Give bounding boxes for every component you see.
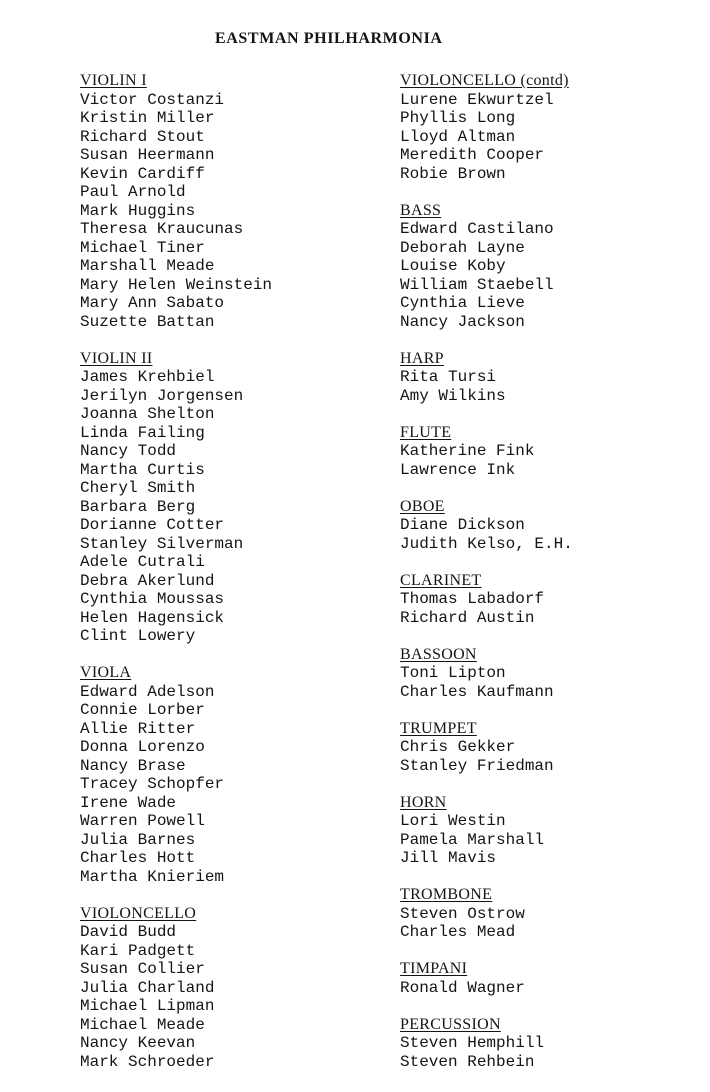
section-heading: HARP xyxy=(400,349,444,367)
member-name: Joanna Shelton xyxy=(80,405,215,423)
section-violin-i xyxy=(80,72,400,331)
member-name: Richard Stout xyxy=(80,127,205,146)
section-heading: OBOE xyxy=(400,497,445,515)
member-name: Richard Austin xyxy=(400,608,535,627)
section-heading: VIOLONCELLO (contd) xyxy=(400,72,569,89)
member-name: Michael Lipman xyxy=(80,997,215,1015)
member-name: Kari Padgett xyxy=(80,941,196,960)
member-name: Michael Meade xyxy=(80,1015,205,1034)
section-bassoon xyxy=(400,646,710,702)
member-name: Ronald Wagner xyxy=(400,978,525,997)
member-name: Paul Arnold xyxy=(80,183,186,201)
member-name: Lawrence Ink xyxy=(400,460,516,479)
member-name: Connie Lorber xyxy=(80,701,205,719)
member-name: Marshall Meade xyxy=(80,257,215,275)
member-name: Cynthia Moussas xyxy=(80,590,225,608)
section-trumpet xyxy=(400,720,710,776)
member-name: Susan Heermann xyxy=(80,146,215,164)
member-name: Chris Gekker xyxy=(400,738,516,756)
section-percussion xyxy=(400,1016,710,1072)
member-name: Nancy Todd xyxy=(80,442,177,460)
member-name: David Budd xyxy=(80,923,177,941)
member-name: James Krehbiel xyxy=(80,368,215,386)
member-name: Lloyd Altman xyxy=(400,127,516,146)
member-name: Pamela Marshall xyxy=(400,830,545,849)
member-name: Amy Wilkins xyxy=(400,386,506,405)
member-name: Steven Ostrow xyxy=(400,904,525,923)
member-name: Katherine Fink xyxy=(400,442,535,460)
member-name: Jill Mavis xyxy=(400,849,497,867)
member-name: Lurene Ekwurtzel xyxy=(400,90,554,109)
roster-column-left xyxy=(80,72,400,1090)
section-violoncello xyxy=(80,905,400,1072)
member-name: Irene Wade xyxy=(80,793,177,812)
member-name: Lori Westin xyxy=(400,812,506,830)
section-heading: TROMBONE xyxy=(400,886,493,903)
member-name: Deborah Layne xyxy=(400,238,525,257)
member-name: Martha Knieriem xyxy=(80,867,225,886)
member-name: Warren Powell xyxy=(80,812,205,830)
roster-column-right xyxy=(400,72,710,1090)
section-horn xyxy=(400,794,710,868)
section-violoncello-contd xyxy=(400,72,710,183)
member-name: Stanley Friedman xyxy=(400,756,554,775)
member-name: Charles Hott xyxy=(80,849,196,867)
section-heading: VIOLONCELLO xyxy=(80,904,197,922)
member-name: Toni Lipton xyxy=(400,664,506,682)
member-name: Judith Kelso, E.H. xyxy=(400,534,573,553)
member-name: Susan Collier xyxy=(80,960,205,978)
member-name: Victor Costanzi xyxy=(80,90,225,109)
section-flute xyxy=(400,424,710,480)
section-bass xyxy=(400,202,710,332)
member-name: Robie Brown xyxy=(400,164,506,183)
member-name: William Staebell xyxy=(400,275,554,294)
member-name: Donna Lorenzo xyxy=(80,738,205,756)
member-name: Rita Tursi xyxy=(400,368,497,386)
member-name: Mark Huggins xyxy=(80,201,196,220)
page-title: EASTMAN PHILHARMONIA xyxy=(215,30,443,47)
member-name: Helen Hagensick xyxy=(80,608,225,627)
member-name: Edward Adelson xyxy=(80,682,215,701)
member-name: Allie Ritter xyxy=(80,719,196,738)
member-name: Adele Cutrali xyxy=(80,553,205,571)
member-name: Cynthia Lieve xyxy=(400,294,525,312)
section-violin-ii xyxy=(80,350,400,646)
section-heading: TIMPANI xyxy=(400,960,468,977)
member-name: Meredith Cooper xyxy=(400,146,545,164)
member-name: Linda Failing xyxy=(80,423,205,442)
section-heading: HORN xyxy=(400,793,447,811)
section-harp xyxy=(400,350,710,406)
member-name: Julia Charland xyxy=(80,978,215,997)
member-name: Tracey Schopfer xyxy=(80,775,225,793)
member-name: Clint Lowery xyxy=(80,627,196,645)
member-name: Dorianne Cotter xyxy=(80,516,225,534)
section-viola xyxy=(80,664,400,886)
member-name: Diane Dickson xyxy=(400,516,525,534)
member-name: Michael Tiner xyxy=(80,238,205,257)
member-name: Phyllis Long xyxy=(400,109,516,127)
section-clarinet xyxy=(400,572,710,628)
member-name: Debra Akerlund xyxy=(80,571,215,590)
section-heading: FLUTE xyxy=(400,423,452,441)
member-name: Nancy Keevan xyxy=(80,1034,196,1052)
section-trombone xyxy=(400,886,710,942)
member-name: Theresa Kraucunas xyxy=(80,220,244,238)
member-name: Kevin Cardiff xyxy=(80,164,205,183)
member-name: Charles Kaufmann xyxy=(400,682,554,701)
section-heading: CLARINET xyxy=(400,571,482,589)
member-name: Suzette Battan xyxy=(80,312,215,331)
member-name: Julia Barnes xyxy=(80,830,196,849)
section-timpani xyxy=(400,960,710,997)
member-name: Jerilyn Jorgensen xyxy=(80,386,244,405)
section-heading: VIOLIN I xyxy=(80,72,147,89)
member-name: Mary Helen Weinstein xyxy=(80,275,273,294)
member-name: Steven Rehbein xyxy=(400,1052,535,1071)
member-name: Nancy Jackson xyxy=(400,312,525,331)
member-name: Charles Mead xyxy=(400,923,516,941)
member-name: Mary Ann Sabato xyxy=(80,294,225,312)
member-name: Stanley Silverman xyxy=(80,534,244,553)
member-name: Martha Curtis xyxy=(80,460,205,479)
section-heading: TRUMPET xyxy=(400,719,477,737)
section-heading: BASSOON xyxy=(400,645,477,663)
member-name: Edward Castilano xyxy=(400,220,554,238)
section-heading: VIOLIN II xyxy=(80,349,153,367)
section-heading: BASS xyxy=(400,201,442,219)
section-oboe xyxy=(400,498,710,554)
section-heading: VIOLA xyxy=(80,664,132,681)
member-name: Mark Schroeder xyxy=(80,1052,215,1071)
member-name: Thomas Labadorf xyxy=(400,590,545,608)
member-name: Kristin Miller xyxy=(80,109,215,127)
section-heading: PERCUSSION xyxy=(400,1015,501,1033)
member-name: Louise Koby xyxy=(400,257,506,275)
member-name: Steven Hemphill xyxy=(400,1034,545,1052)
member-name: Barbara Berg xyxy=(80,497,196,516)
member-name: Nancy Brase xyxy=(80,756,186,775)
member-name: Cheryl Smith xyxy=(80,479,196,497)
